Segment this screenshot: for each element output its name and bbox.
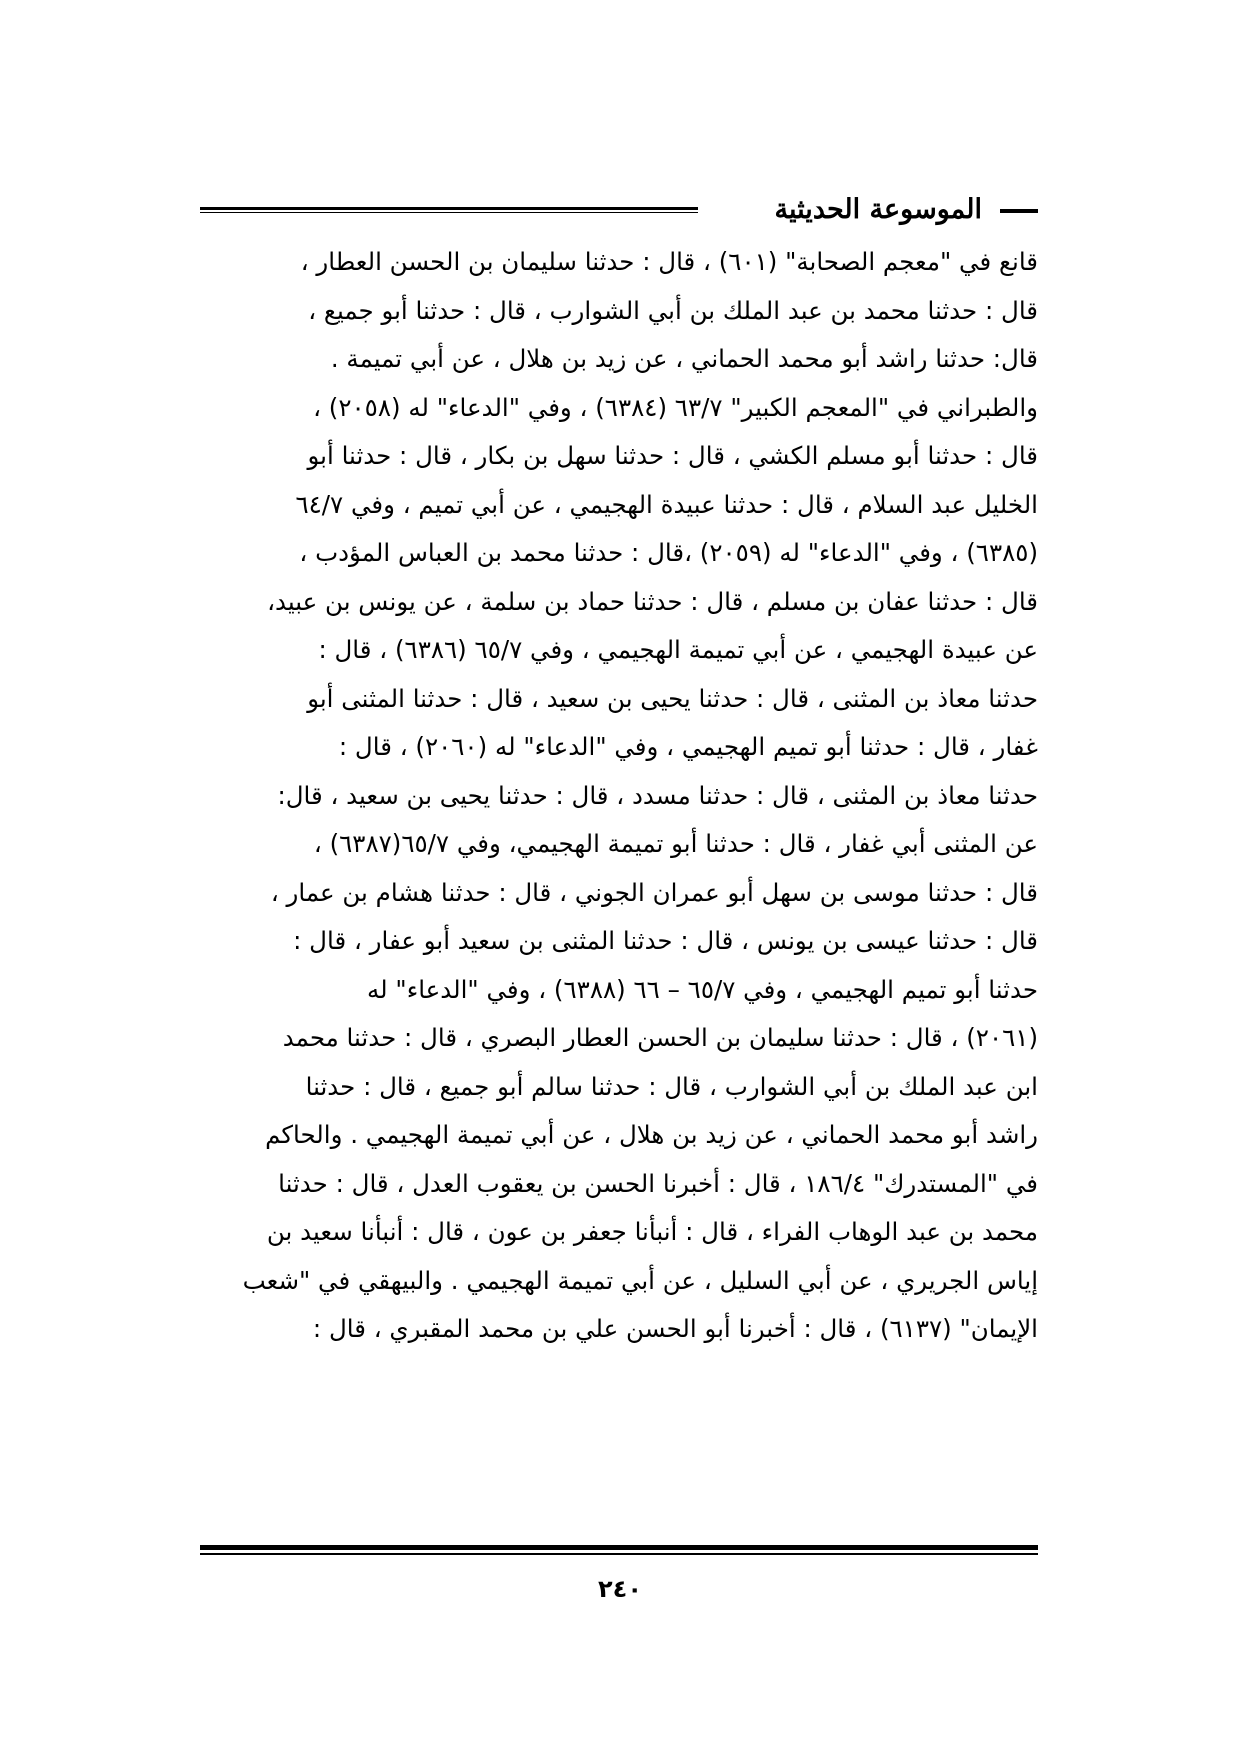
- text-line: (٢٠٦١) ، قال : حدثنا سليمان بن الحسن العطار البصري ، قال : حدثنا محمد: [282, 1023, 1038, 1052]
- footer-rule-thick: [200, 1545, 1038, 1550]
- text-line: الخليل عبد السلام ، قال : حدثنا عبيدة الهجيمي ، عن أبي تميم ، وفي ٦٤/٧: [295, 489, 1038, 519]
- text-line: حدثنا معاذ بن المثنى ، قال : حدثنا يحيى بن سعيد ، قال : حدثنا المثنى أبو: [307, 683, 1038, 713]
- header-rule-right: [1000, 209, 1038, 213]
- text-line: قال : حدثنا محمد بن عبد الملك بن أبي الشوارب ، قال : حدثنا أبو جميع ،: [308, 295, 1038, 325]
- text-line: راشد أبو محمد الحماني ، عن زيد بن هلال ، عن أبي تميمة الهجيمي . والحاكم: [265, 1120, 1038, 1149]
- text-line: غفار ، قال : حدثنا أبو تميم الهجيمي ، وفي "الدعاء" له (٢٠٦٠) ، قال :: [338, 732, 1038, 761]
- text-line: محمد بن عبد الوهاب الفراء ، قال : أنبأنا جعفر بن عون ، قال : أنبأنا سعيد بن: [266, 1217, 1038, 1246]
- text-line: قانع في "معجم الصحابة" (٦٠١) ، قال : حدثنا سليمان بن الحسن العطار ،: [300, 247, 1038, 276]
- text-line: قال: حدثنا راشد أبو محمد الحماني ، عن زيد بن هلال ، عن أبي تميمة .: [330, 344, 1038, 373]
- text-line: قال : حدثنا عيسى بن يونس ، قال : حدثنا المثنى بن سعيد أبو عفار ، قال :: [293, 926, 1038, 955]
- text-line: (٦٣٨٥) ، وفي "الدعاء" له (٢٠٥٩) ،قال : حدثنا محمد بن العباس المؤدب ،: [299, 538, 1038, 567]
- text-line: ابن عبد الملك بن أبي الشوارب ، قال : حدثنا سالم أبو جميع ، قال : حدثنا: [305, 1071, 1038, 1101]
- footer-rule-thin: [200, 1553, 1038, 1555]
- text-line: عن عبيدة الهجيمي ، عن أبي تميمة الهجيمي ، وفي ٦٥/٧ (٦٣٨٦) ، قال :: [318, 635, 1038, 664]
- header-rule-left: [200, 207, 698, 213]
- text-line: قال : حدثنا موسى بن سهل أبو عمران الجوني ، قال : حدثنا هشام بن عمار ،: [270, 877, 1038, 907]
- header-title: الموسوعة الحديثية: [767, 190, 990, 230]
- text-line: الإيمان" (٦١٣٧) ، قال : أخبرنا أبو الحسن علي بن محمد المقبري ، قال :: [312, 1314, 1038, 1343]
- text-line: إياس الجريري ، عن أبي السليل ، عن أبي تميمة الهجيمي . والبيهقي في "شعب: [242, 1265, 1038, 1295]
- page-number: ٢٤٠: [598, 1575, 642, 1603]
- text-line: والطبراني في "المعجم الكبير" ٦٣/٧ (٦٣٨٤) ، وفي "الدعاء" له (٢٠٥٨) ،: [313, 392, 1038, 422]
- footer-rule: [200, 1545, 1038, 1555]
- page-header: [200, 190, 1038, 230]
- text-line: قال : حدثنا عفان بن مسلم ، قال : حدثنا حماد بن سلمة ، عن يونس بن عبيد،: [267, 586, 1038, 616]
- text-line: عن المثنى أبي غفار ، قال : حدثنا أبو تميمة الهجيمي، وفي ٦٥/٧(٦٣٨٧) ،: [313, 829, 1038, 858]
- text-line: حدثنا معاذ بن المثنى ، قال : حدثنا مسدد ، قال : حدثنا يحيى بن سعيد ، قال:: [277, 780, 1038, 810]
- text-line: قال : حدثنا أبو مسلم الكشي ، قال : حدثنا سهل بن بكار ، قال : حدثنا أبو: [307, 441, 1038, 470]
- text-line: في "المستدرك" ١٨٦/٤ ، قال : أخبرنا الحسن بن يعقوب العدل ، قال : حدثنا: [278, 1168, 1038, 1198]
- body-text: [203, 238, 1038, 1354]
- text-line: حدثنا أبو تميم الهجيمي ، وفي ٦٥/٧ – ٦٦ (٦٣٨٨) ، وفي "الدعاء" له: [367, 974, 1038, 1004]
